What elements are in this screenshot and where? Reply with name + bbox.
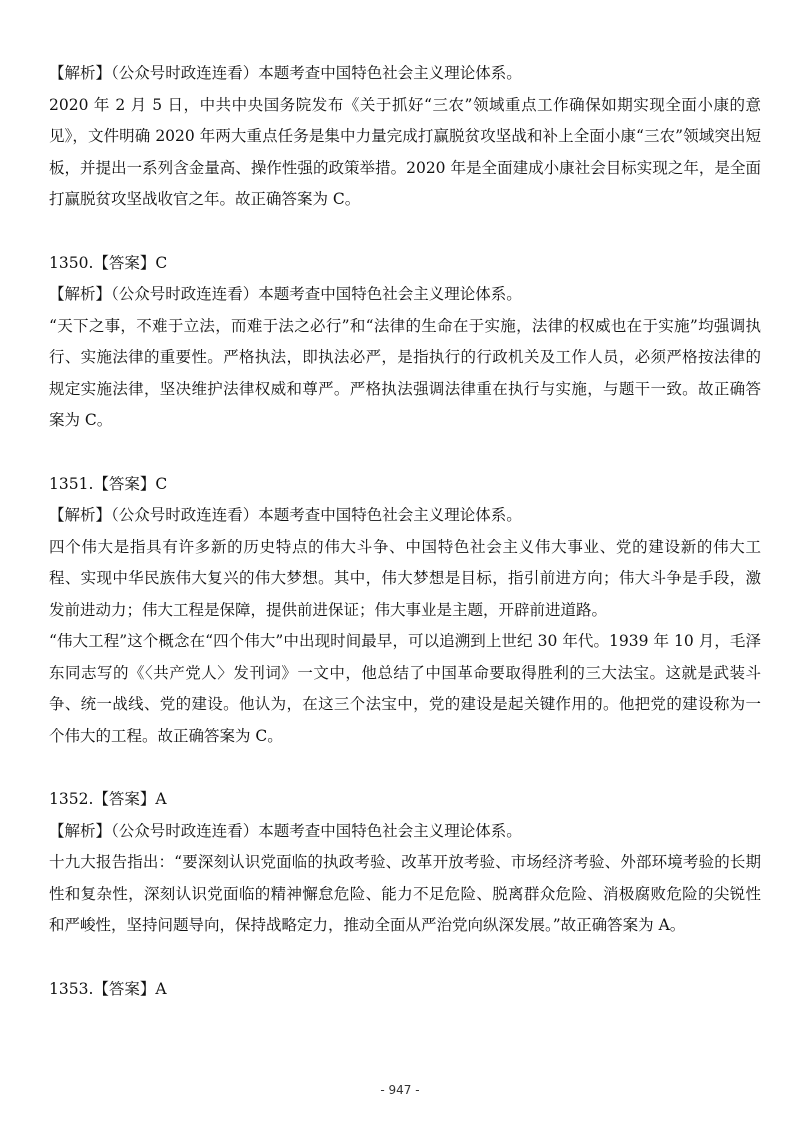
analysis-body: 四个伟大是指具有许多新的历史特点的伟大斗争、中国特色社会主义伟大事业、党的建设新的伟大工程、实现中华民族伟大复兴的伟大梦想。其中，伟大梦想是目标，指引前进方向；伟大斗争是手段，激发前进动力；伟大工程是保障，提供前进保证；伟大事业是主题，开辟前进道路。 [49, 537, 761, 619]
analysis-label: 【解析】（公众号时政连连看）本题考查中国特色社会主义理论体系。 [49, 506, 522, 524]
analysis-body: 十九大报告指出：“要深刻认识党面临的执政考验、改革开放考验、市场经济考验、外部环境考验的长期性和复杂性，深刻认识党面临的精神懈怠危险、能力不足危险、脱离群众危险、消极腐败危险的尖锐性和严峻性，坚持问题导向，保持战略定力，推动全面从严治党向纵深发展。”故正确答案为 A。 [49, 853, 761, 934]
analysis-label: 【解析】（公众号时政连连看）本题考查中国特色社会主义理论体系。 [49, 821, 522, 840]
document-page [49, 58, 761, 1005]
analysis-body-continued: “伟大工程”这个概念在“四个伟大”中出现时间最早，可以追溯到上世纪 30 年代。1939 年 10 月，毛泽东同志写的《〈共产党人〉发刊词》一文中，他总结了中国革命要取得胜利的三大法宝。这就是武装斗争、统一战线、党的建设。他认为，在这三个法宝中，党的建设是起关键作用的。他把党的建设称为一个伟大的工程。故正确答案为 C。 [49, 632, 761, 745]
answer-heading: 1351.【答案】C [49, 474, 168, 493]
answer-heading: 1350.【答案】C [49, 253, 168, 272]
page-number: - 947 - [380, 1083, 420, 1097]
answer-heading: 1353.【答案】A [49, 979, 167, 998]
analysis-label: 【解析】（公众号时政连连看）本题考查中国特色社会主义理论体系。 [49, 285, 522, 303]
analysis-label: 【解析】（公众号时政连连看）本题考查中国特色社会主义理论体系。 [49, 64, 522, 82]
answer-heading: 1352.【答案】A [49, 790, 167, 808]
analysis-body: “天下之事，不难于立法，而难于法之必行”和“法律的生命在于实施，法律的权威也在于实施”均强调执行、实施法律的重要性。严格执法，即执法必严，是指执行的行政机关及工作人员，必须严格按法律的规定实施法律，坚决维护法律权威和尊严。严格执法强调法律重在执行与实施，与题干一致。故正确答案为 C。 [49, 316, 761, 429]
analysis-body: 2020 年 2 月 5 日，中共中央国务院发布《关于抓好“三农”领域重点工作确保如期实现全面小康的意见》，文件明确 2020 年两大重点任务是集中力量完成打赢脱贫攻坚战和补上全面小康“三农”领域突出短板，并提出一系列含金量高、操作性强的政策举措。2020 年是全面建成小康社会目标实现之年，是全面打赢脱贫攻坚战收官之年。故正确答案为 C。 [49, 95, 761, 208]
